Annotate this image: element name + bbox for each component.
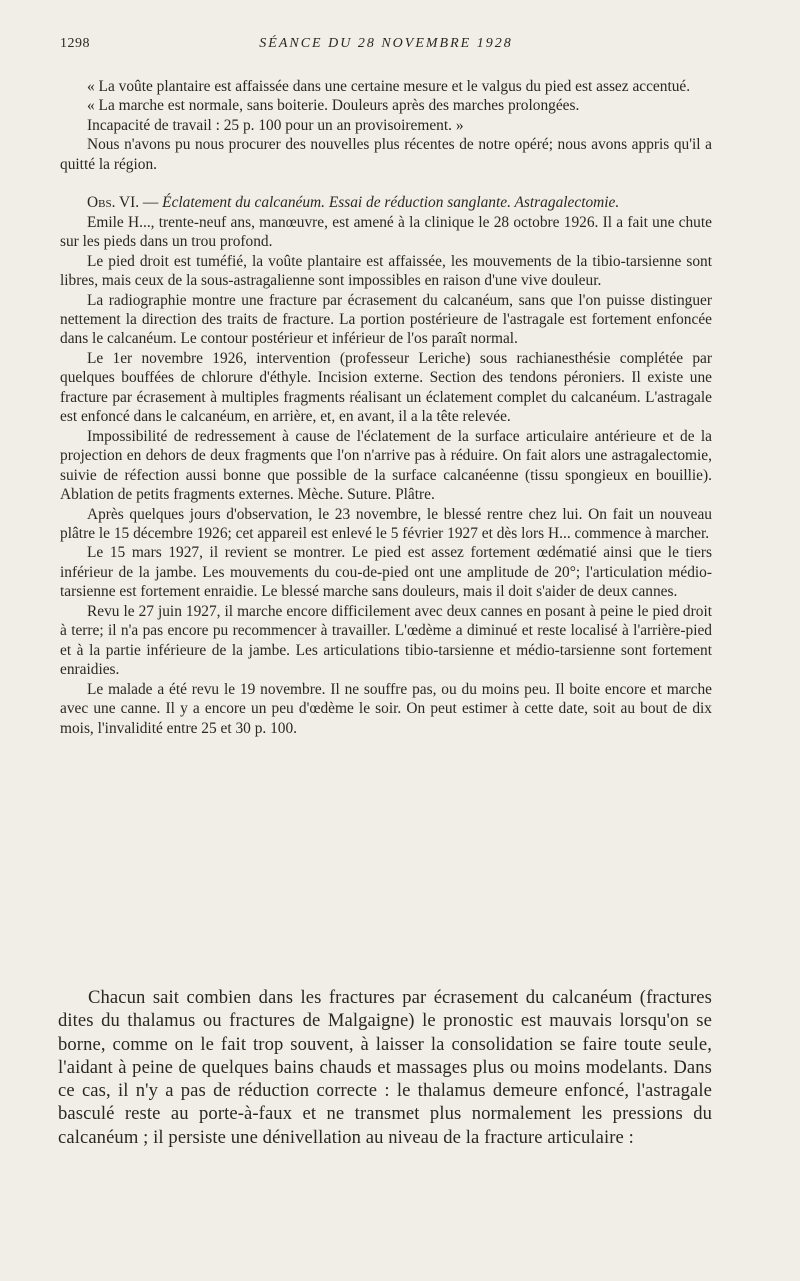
report-section — [60, 77, 712, 738]
observation-paragraph-2: Le pied droit est tuméfié, la voûte plantaire est affaissée, les mouvements de la tibio-tarsienne sont libres, mais ceux de la sous-astragalienne sont impossibles en raison d'une vive douleur. — [60, 252, 712, 290]
discussion-paragraph: Chacun sait combien dans les fractures par écrasement du calcanéum (fractures dites du thalamus ou fractures de Malgaigne) le pronostic est mauvais lorsqu'on se borne, comme on le fait trop souvent, à laisser la consolidation se faire toute seule, l'aidant à peine de quelques bains chauds et massages plus ou moins modelants. Dans ce cas, il n'y a pas de réduction correcte : le thalamus demeure enfoncé, l'astragale basculé reste au porte-à-faux et ne transmet plus normalement les pressions du calcanéum ; il persiste une dénivellation au niveau de la fracture articulaire : — [58, 987, 712, 1148]
quote-paragraph-1: « La voûte plantaire est affaissée dans une certaine mesure et le valgus du pied est assez accentué. — [87, 78, 691, 95]
observation-paragraph-8: Revu le 27 juin 1927, il marche encore difficilement avec deux cannes en posant à peine le pied droit à terre; il n'a pas encore pu recommencer à travailler. L'œdème a diminué et reste localisé à l'arrière-pied et à la partie inférieure de la jambe. Les articulations tibio-tarsienne et médio-tarsienne sont fortement enraidies. — [60, 602, 712, 679]
observation-paragraph-6: Après quelques jours d'observation, le 23 novembre, le blessé rentre chez lui. On fait un nouveau plâtre le 15 décembre 1926; cet appareil est enlevé le 5 février 1927 et dès lors H... commence à marcher. — [60, 505, 712, 542]
observation-paragraph-7: Le 15 mars 1927, il revient se montrer. Le pied est assez fortement œdématié ainsi que le tiers inférieur de la jambe. Les mouvements du cou-de-pied ont une amplitude de 20°; l'articulation médio-tarsienne est fortement enraidie. Le blessé marche sans douleurs, mais il doit s'aider de deux cannes. — [60, 544, 712, 601]
observation-label: Obs. VI. — [87, 194, 140, 212]
running-header — [60, 36, 712, 56]
body-paragraph: Nous n'avons pu nous procurer des nouvelles plus récentes de notre opéré; nous avons appris qu'il a quitté la région. — [60, 136, 712, 173]
discussion-section — [58, 986, 712, 1149]
observation-paragraph-3: La radiographie montre une fracture par écrasement du calcanéum, sans que l'on puisse distinguer nettement la direction des traits de fracture. La portion postérieure de l'astragale est fortement enfoncée dans le calcanéum. Le contour postérieur et inférieur de l'os paraît normal. — [60, 291, 712, 348]
observation-title — [60, 193, 712, 212]
observation-paragraph-1: Emile H..., trente-neuf ans, manœuvre, est amené à la clinique le 28 octobre 1926. Il a fait une chute sur les pieds dans un trou profond. — [60, 213, 712, 251]
quote-paragraph-2: « La marche est normale, sans boiterie. Douleurs après des marches prolongées. — [87, 97, 580, 115]
observation-paragraph-5: Impossibilité de redressement à cause de l'éclatement de la surface articulaire antérieure et de la projection en dehors de deux fragments que l'on n'arrive pas à réduire. On fait alors une astragalectomie, suivie de réfection aussi bonne que possible de la surface calcanéenne (tissu spongieux en bouillie). Ablation de petits fragments externes. Mèche. Suture. Plâtre. — [60, 427, 712, 504]
quote-paragraph-3: Incapacité de travail : 25 p. 100 pour un an provisoirement. » — [87, 116, 464, 134]
observation-paragraph-9: Le malade a été revu le 19 novembre. Il ne souffre pas, ou du moins peu. Il boite encore et marche avec une canne. Il y a encore un peu d'œdème le soir. On peut estimer à cette date, soit au bout de dix mois, l'invalidité entre 25 et 30 p. 100. — [60, 680, 712, 737]
page-number: 1298 — [60, 36, 90, 51]
observation-paragraph-4: Le 1er novembre 1926, intervention (professeur Leriche) sous rachianesthésie complétée par quelques bouffées de chlorure d'éthyle. Incision externe. Section des tendons péroniers. Il existe une fracture par écrasement à multiples fragments réalisant un éclatement complet du calcanéum. L'astragale est enfoncé dans le calcanéum, en arrière, et, en avant, il a la tête relevée. — [60, 349, 712, 426]
running-title: SÉANCE DU 28 NOVEMBRE 1928 — [259, 36, 513, 51]
observation-heading: Éclatement du calcanéum. Essai de réduction sanglante. Astragalectomie. — [162, 194, 620, 212]
observation-dash: — — [139, 194, 163, 212]
